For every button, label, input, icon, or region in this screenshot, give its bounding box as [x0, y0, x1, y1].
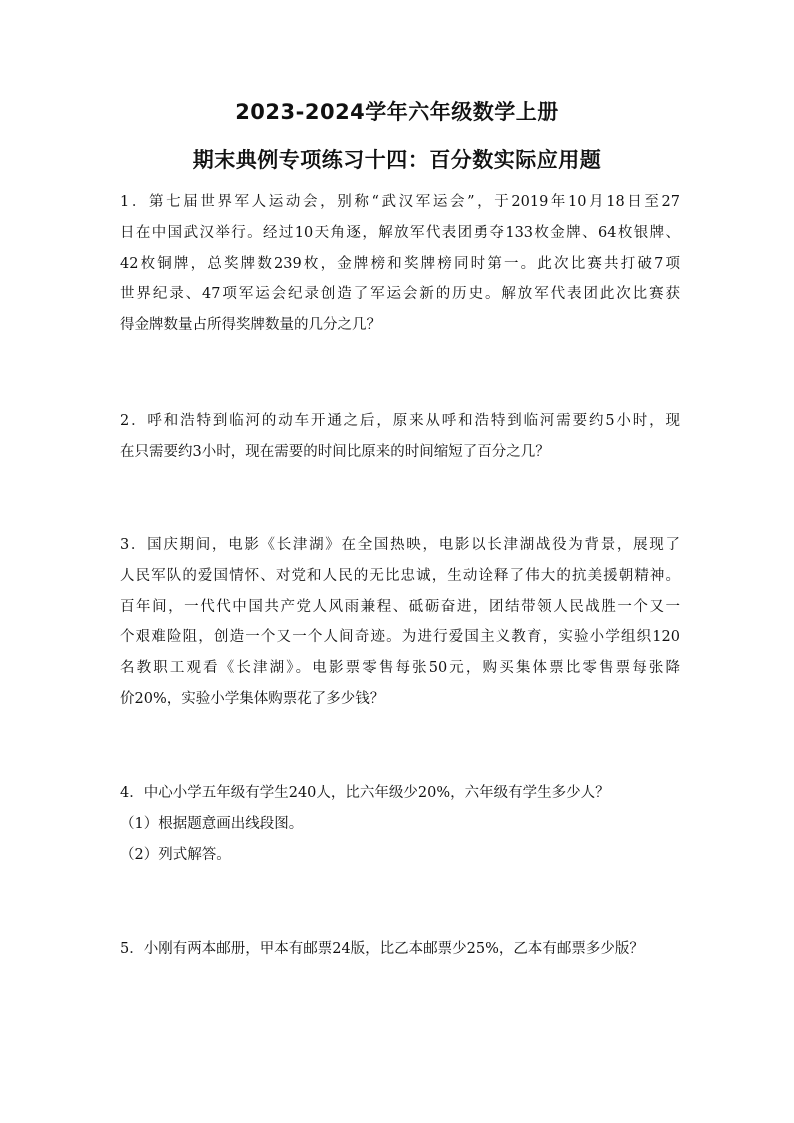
- question-3-line-6: 价20%，实验小学集体购票花了多少钱？: [120, 690, 385, 707]
- document-subtitle: 期末典例专项练习十四：百分数实际应用题: [192, 148, 602, 172]
- question-4: [120, 778, 680, 870]
- question-3-line-2: 人民军队的爱国情怀、对党和人民的无比忠诚，生动诠释了伟大的抗美援朝精神。: [120, 567, 680, 584]
- question-4-line-1: 4．中心小学五年级有学生240人，比六年级少20%，六年级有学生多少人？: [120, 785, 610, 801]
- question-4-sub-1: （1）根据题意画出线段图。: [120, 815, 304, 832]
- question-1-line-3: 42枚铜牌，总奖牌数239枚，金牌榜和奖牌榜同时第一。此次比赛共打破7项: [120, 255, 680, 272]
- question-4-sub-2: （2）列式解答。: [120, 846, 231, 863]
- question-2: [120, 406, 680, 468]
- question-3-line-5: 名教职工观看《长津湖》。电影票零售每张50元，购买集体票比零售票每张降: [120, 660, 680, 677]
- question-1-line-2: 日在中国武汉举行。经过10天角逐，解放军代表团勇夺133枚金牌、64枚银牌、: [120, 224, 680, 241]
- question-5-line-1: 5．小刚有两本邮册，甲本有邮票24版，比乙本邮票少25%，乙本有邮票多少版？: [120, 941, 644, 957]
- document-title: 2023-2024学年六年级数学上册: [235, 100, 559, 124]
- question-3-line-4: 个艰难险阻，创造一个又一个人间奇迹。为进行爱国主义教育，实验小学组织120: [120, 629, 680, 646]
- question-3-line-1: 3．国庆期间，电影《长津湖》在全国热映，电影以长津湖战役为背景，展现了: [120, 537, 680, 553]
- question-5: [120, 934, 680, 965]
- question-2-line-2: 在只需要约3小时，现在需要的时间比原来的时间缩短了百分之几？: [120, 443, 550, 460]
- question-1-line-1: 1．第七届世界军人运动会，别称“武汉军运会”，于2019年10月18日至27: [120, 194, 680, 210]
- question-1-line-5: 得金牌数量占所得奖牌数量的几分之几？: [120, 317, 381, 334]
- question-3: [120, 530, 680, 715]
- question-1: [120, 187, 680, 341]
- question-2-line-1: 2．呼和浩特到临河的动车开通之后，原来从呼和浩特到临河需要约5小时，现: [120, 413, 680, 429]
- question-1-line-4: 世界纪录、47项军运会纪录创造了军运会新的历史。解放军代表团此次比赛获: [120, 286, 680, 303]
- question-3-line-3: 百年间，一代代中国共产党人风雨兼程、砥砺奋进，团结带领人民战胜一个又一: [120, 598, 680, 615]
